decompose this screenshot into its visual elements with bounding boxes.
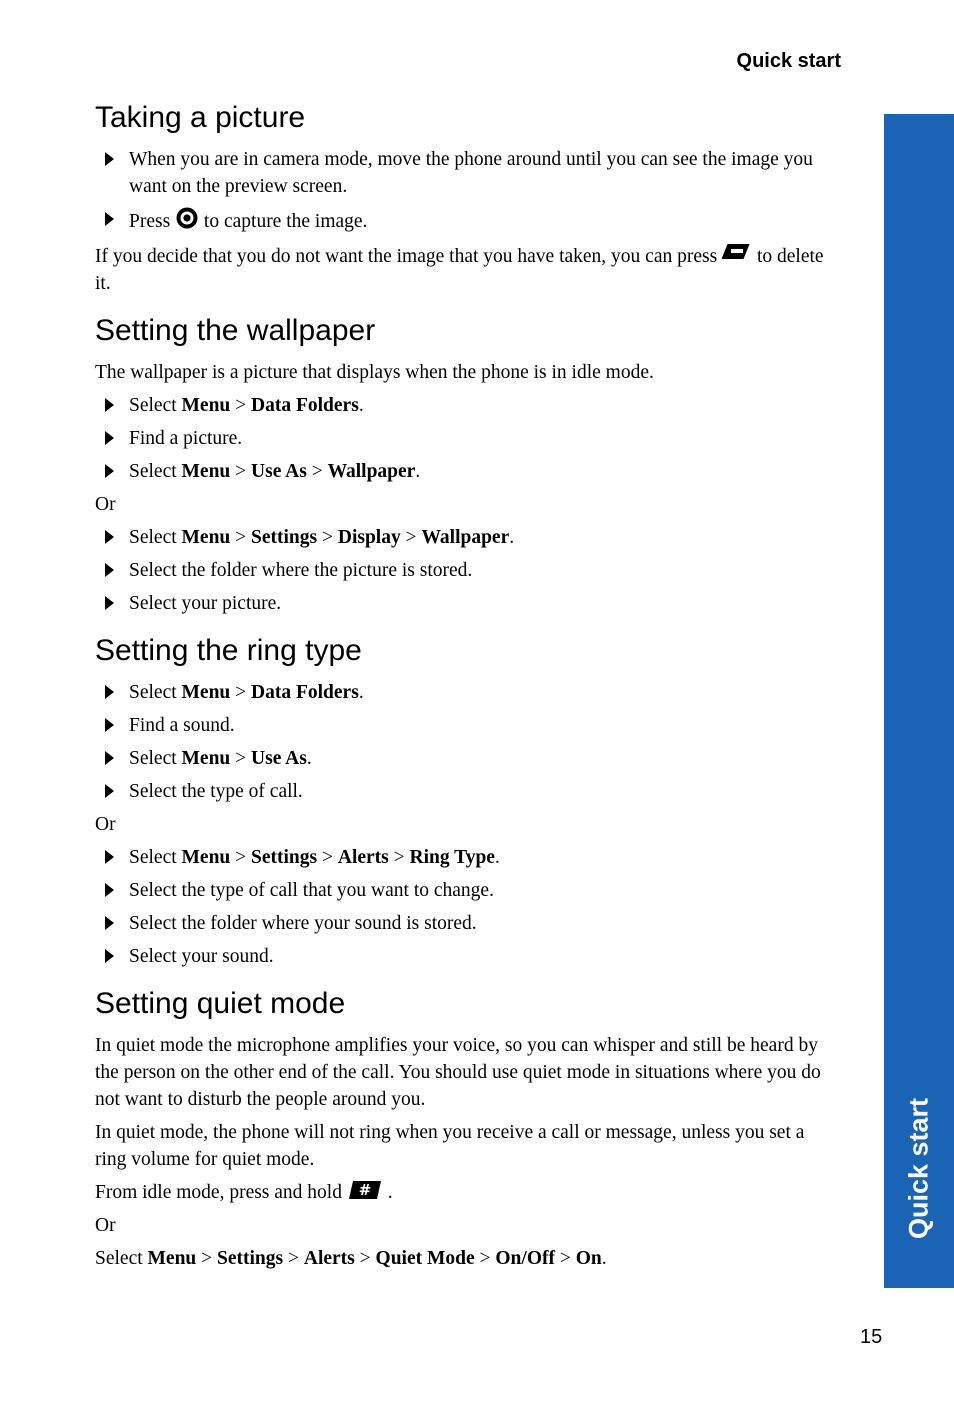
section-title: Taking a picture: [95, 101, 306, 134]
camera-key-icon: [175, 206, 199, 230]
bullet-arrow-icon: [105, 850, 114, 864]
step: Select the type of call.: [95, 778, 840, 805]
bullet-arrow-icon: [105, 949, 114, 963]
svg-text:#: #: [358, 1181, 372, 1199]
step: Find a picture.: [95, 425, 840, 452]
soft-key-icon: [722, 241, 752, 265]
bullet-arrow-icon: [105, 751, 114, 765]
step: Select your sound.: [95, 943, 840, 970]
chapter-tab: [884, 114, 954, 1288]
bullet-arrow-icon: [105, 530, 114, 544]
bullet-arrow-icon: [105, 464, 114, 478]
paragraph: Or: [95, 814, 116, 835]
paragraph: The wallpaper is a picture that displays when the phone is in idle mode.: [95, 362, 654, 383]
step: Select Menu > Use As > Wallpaper.: [95, 458, 840, 485]
section-title: Setting quiet mode: [95, 987, 346, 1020]
bullet-arrow-icon: [105, 563, 114, 577]
step: Select Menu > Data Folders.: [95, 392, 840, 419]
step: Select the folder where your sound is stored.: [95, 910, 840, 937]
page-content: [95, 100, 840, 1288]
step: When you are in camera mode, move the phone around until you can see the image you want on the preview screen.: [95, 146, 840, 200]
bullet-arrow-icon: [105, 212, 114, 226]
step: Press to capture the image.: [95, 206, 840, 235]
bullet-arrow-icon: [105, 916, 114, 930]
bullet-arrow-icon: [105, 718, 114, 732]
bullet-arrow-icon: [105, 784, 114, 798]
bullet-arrow-icon: [105, 431, 114, 445]
bullet-arrow-icon: [105, 883, 114, 897]
bullet-arrow-icon: [105, 398, 114, 412]
step: Select the folder where the picture is stored.: [95, 557, 840, 584]
step: Find a sound.: [95, 712, 840, 739]
paragraph: In quiet mode the microphone amplifies your voice, so you can whisper and still be heard by the person on the other end of the call. You should use quiet mode in situations where you do not want to disturb the people around you.: [95, 1035, 821, 1110]
paragraph: If you decide that you do not want the image that you have taken, you can press to delete it.: [95, 241, 840, 297]
section-quiet-mode: [95, 986, 840, 1272]
section-title: Setting the ring type: [95, 634, 362, 667]
paragraph: Select Menu > Settings > Alerts > Quiet Mode > On/Off > On.: [95, 1248, 607, 1269]
running-head: Quick start: [736, 50, 841, 72]
hash-key-icon: [347, 1179, 383, 1201]
step: Select Menu > Use As.: [95, 745, 840, 772]
paragraph: Or: [95, 494, 116, 515]
step: Select Menu > Settings > Display > Wallpaper.: [95, 524, 840, 551]
page-number: 15: [860, 1326, 883, 1348]
bullet-arrow-icon: [105, 596, 114, 610]
paragraph: In quiet mode, the phone will not ring when you receive a call or message, unless you set a ring volume for quiet mode.: [95, 1122, 805, 1170]
chapter-tab-label: Quick start: [903, 1097, 934, 1240]
step: Select Menu > Data Folders.: [95, 679, 840, 706]
step: Select your picture.: [95, 590, 840, 617]
section-taking-picture: [95, 100, 840, 297]
section-wallpaper: [95, 313, 840, 617]
paragraph: From idle mode, press and hold # .: [95, 1181, 393, 1203]
bullet-arrow-icon: [105, 152, 114, 166]
step: Select the type of call that you want to change.: [95, 877, 840, 904]
section-ring-type: [95, 633, 840, 970]
step: Select Menu > Settings > Alerts > Ring Type.: [95, 844, 840, 871]
section-title: Setting the wallpaper: [95, 314, 376, 347]
paragraph: Or: [95, 1215, 116, 1236]
bullet-arrow-icon: [105, 685, 114, 699]
